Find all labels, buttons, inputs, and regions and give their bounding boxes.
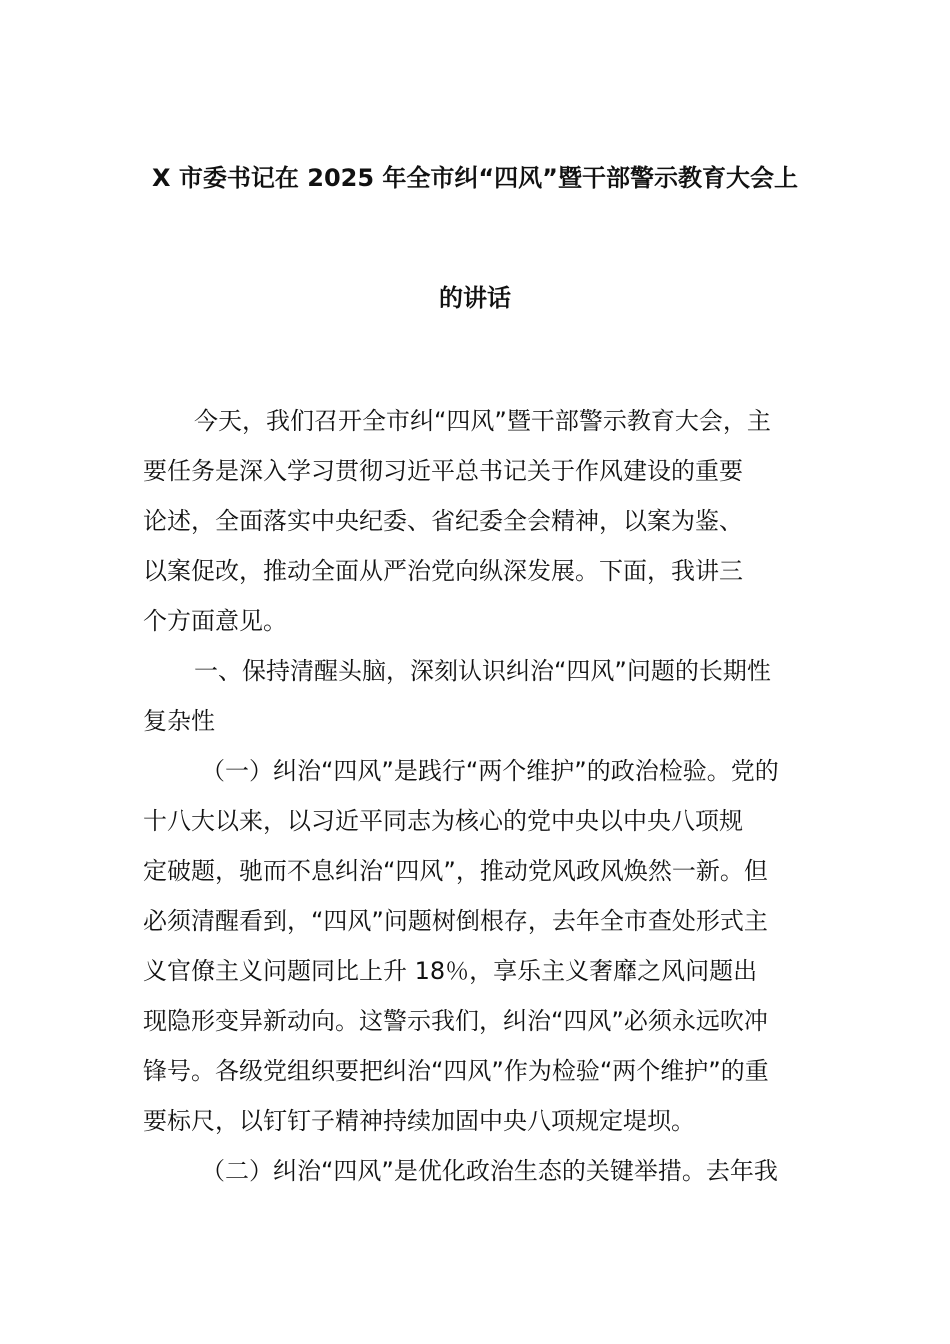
paragraph-line: 个方面意见。 <box>143 607 287 635</box>
document-body <box>143 404 807 1204</box>
section-heading-line: 一、保持清醒头脑，深刻认识纠治“四风”问题的长期性 <box>194 657 771 685</box>
paragraph-line: 定破题，驰而不息纠治“四风”，推动党风政风焕然一新。但 <box>143 857 768 885</box>
document-title-line-1: X 市委书记在 2025 年全市纠“四风”暨干部警示教育大会上 <box>152 164 798 192</box>
paragraph-line: 十八大以来，以习近平同志为核心的党中央以中央八项规 <box>143 807 743 835</box>
paragraph-line: 锋号。各级党组织要把纠治“四风”作为检验“两个维护”的重 <box>143 1057 769 1085</box>
paragraph-line: （二）纠治“四风”是优化政治生态的关键举措。去年我 <box>201 1157 778 1185</box>
section-heading-line: 复杂性 <box>143 707 215 735</box>
paragraph-line: 今天，我们召开全市纠“四风”暨干部警示教育大会，主 <box>194 407 771 435</box>
paragraph-line: （一）纠治“四风”是践行“两个维护”的政治检验。党的 <box>201 757 779 785</box>
paragraph-line: 义官僚主义问题同比上升 18％，享乐主义奢靡之风问题出 <box>143 957 758 985</box>
paragraph-line: 要标尺，以钉钉子精神持续加固中央八项规定堤坝。 <box>143 1107 695 1135</box>
paragraph-line: 论述，全面落实中央纪委、省纪委全会精神，以案为鉴、 <box>143 507 743 535</box>
paragraph-line: 以案促改，推动全面从严治党向纵深发展。下面，我讲三 <box>143 557 743 585</box>
paragraph-line: 现隐形变异新动向。这警示我们，纠治“四风”必须永远吹冲 <box>143 1007 768 1035</box>
paragraph-line: 必须清醒看到，“四风”问题树倒根存，去年全市查处形式主 <box>143 907 768 935</box>
document-title-line-2: 的讲话 <box>439 284 511 312</box>
paragraph-line: 要任务是深入学习贯彻习近平总书记关于作风建设的重要 <box>143 457 743 485</box>
